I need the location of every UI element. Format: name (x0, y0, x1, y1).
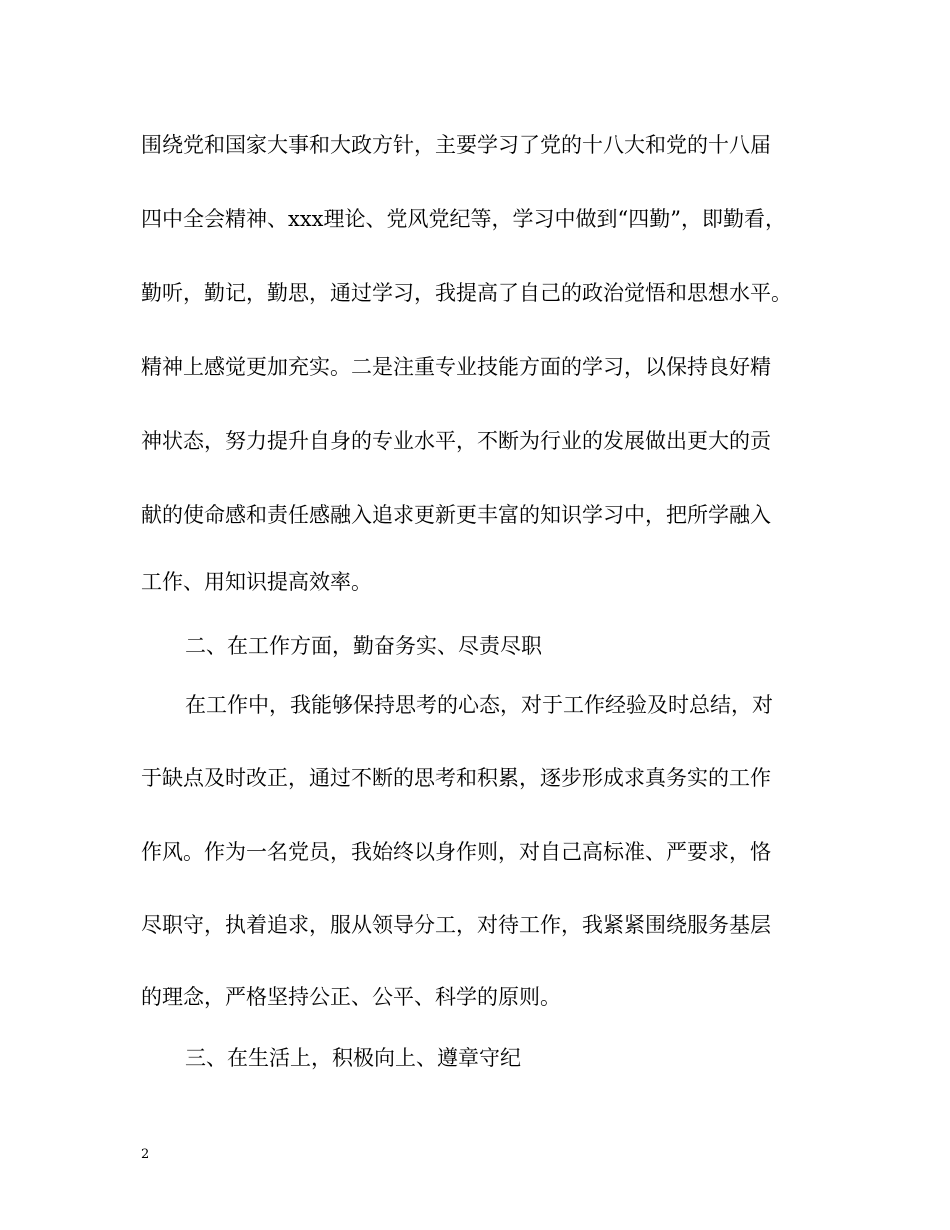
body-line-3: 勤听，勤记，勤思，通过学习，我提高了自己的政治觉悟和思想水平。 (141, 281, 792, 305)
body-line-8: 在工作中，我能够保持思考的心态，对于工作经验及时总结，对 (185, 693, 773, 717)
body-line-11: 尽职守，执着追求，服从领导分工，对待工作，我紧紧围绕服务基层 (141, 913, 771, 937)
section-heading-3: 三、在生活上，积极向上、遵章守纪 (185, 1046, 521, 1070)
body-line-2: 四中全会精神、xxx理论、党风党纪等，学习中做到“四勤”，即勤看， (141, 207, 786, 231)
body-line-12: 的理念，严格坚持公正、公平、科学的原则。 (141, 985, 561, 1009)
body-line-10: 作风。作为一名党员，我始终以身作则，对自己高标准、严要求，恪 (141, 840, 771, 864)
body-line-9: 于缺点及时改正，通过不断的思考和积累，逐步形成求真务实的工作 (141, 766, 771, 790)
section-heading-2: 二、在工作方面，勤奋务实、尽责尽职 (185, 634, 542, 658)
body-line-1: 围绕党和国家大事和大政方针，主要学习了党的十八大和党的十八届 (141, 133, 771, 157)
body-line-5: 神状态，努力提升自身的专业水平，不断为行业的发展做出更大的贡 (141, 429, 771, 453)
body-line-6: 献的使命感和责任感融入追求更新更丰富的知识学习中，把所学融入 (141, 503, 771, 527)
body-line-4: 精神上感觉更加充实。二是注重专业技能方面的学习，以保持良好精 (141, 355, 771, 379)
page-number: 2 (141, 1147, 150, 1162)
body-line-7: 工作、用知识提高效率。 (141, 570, 372, 594)
